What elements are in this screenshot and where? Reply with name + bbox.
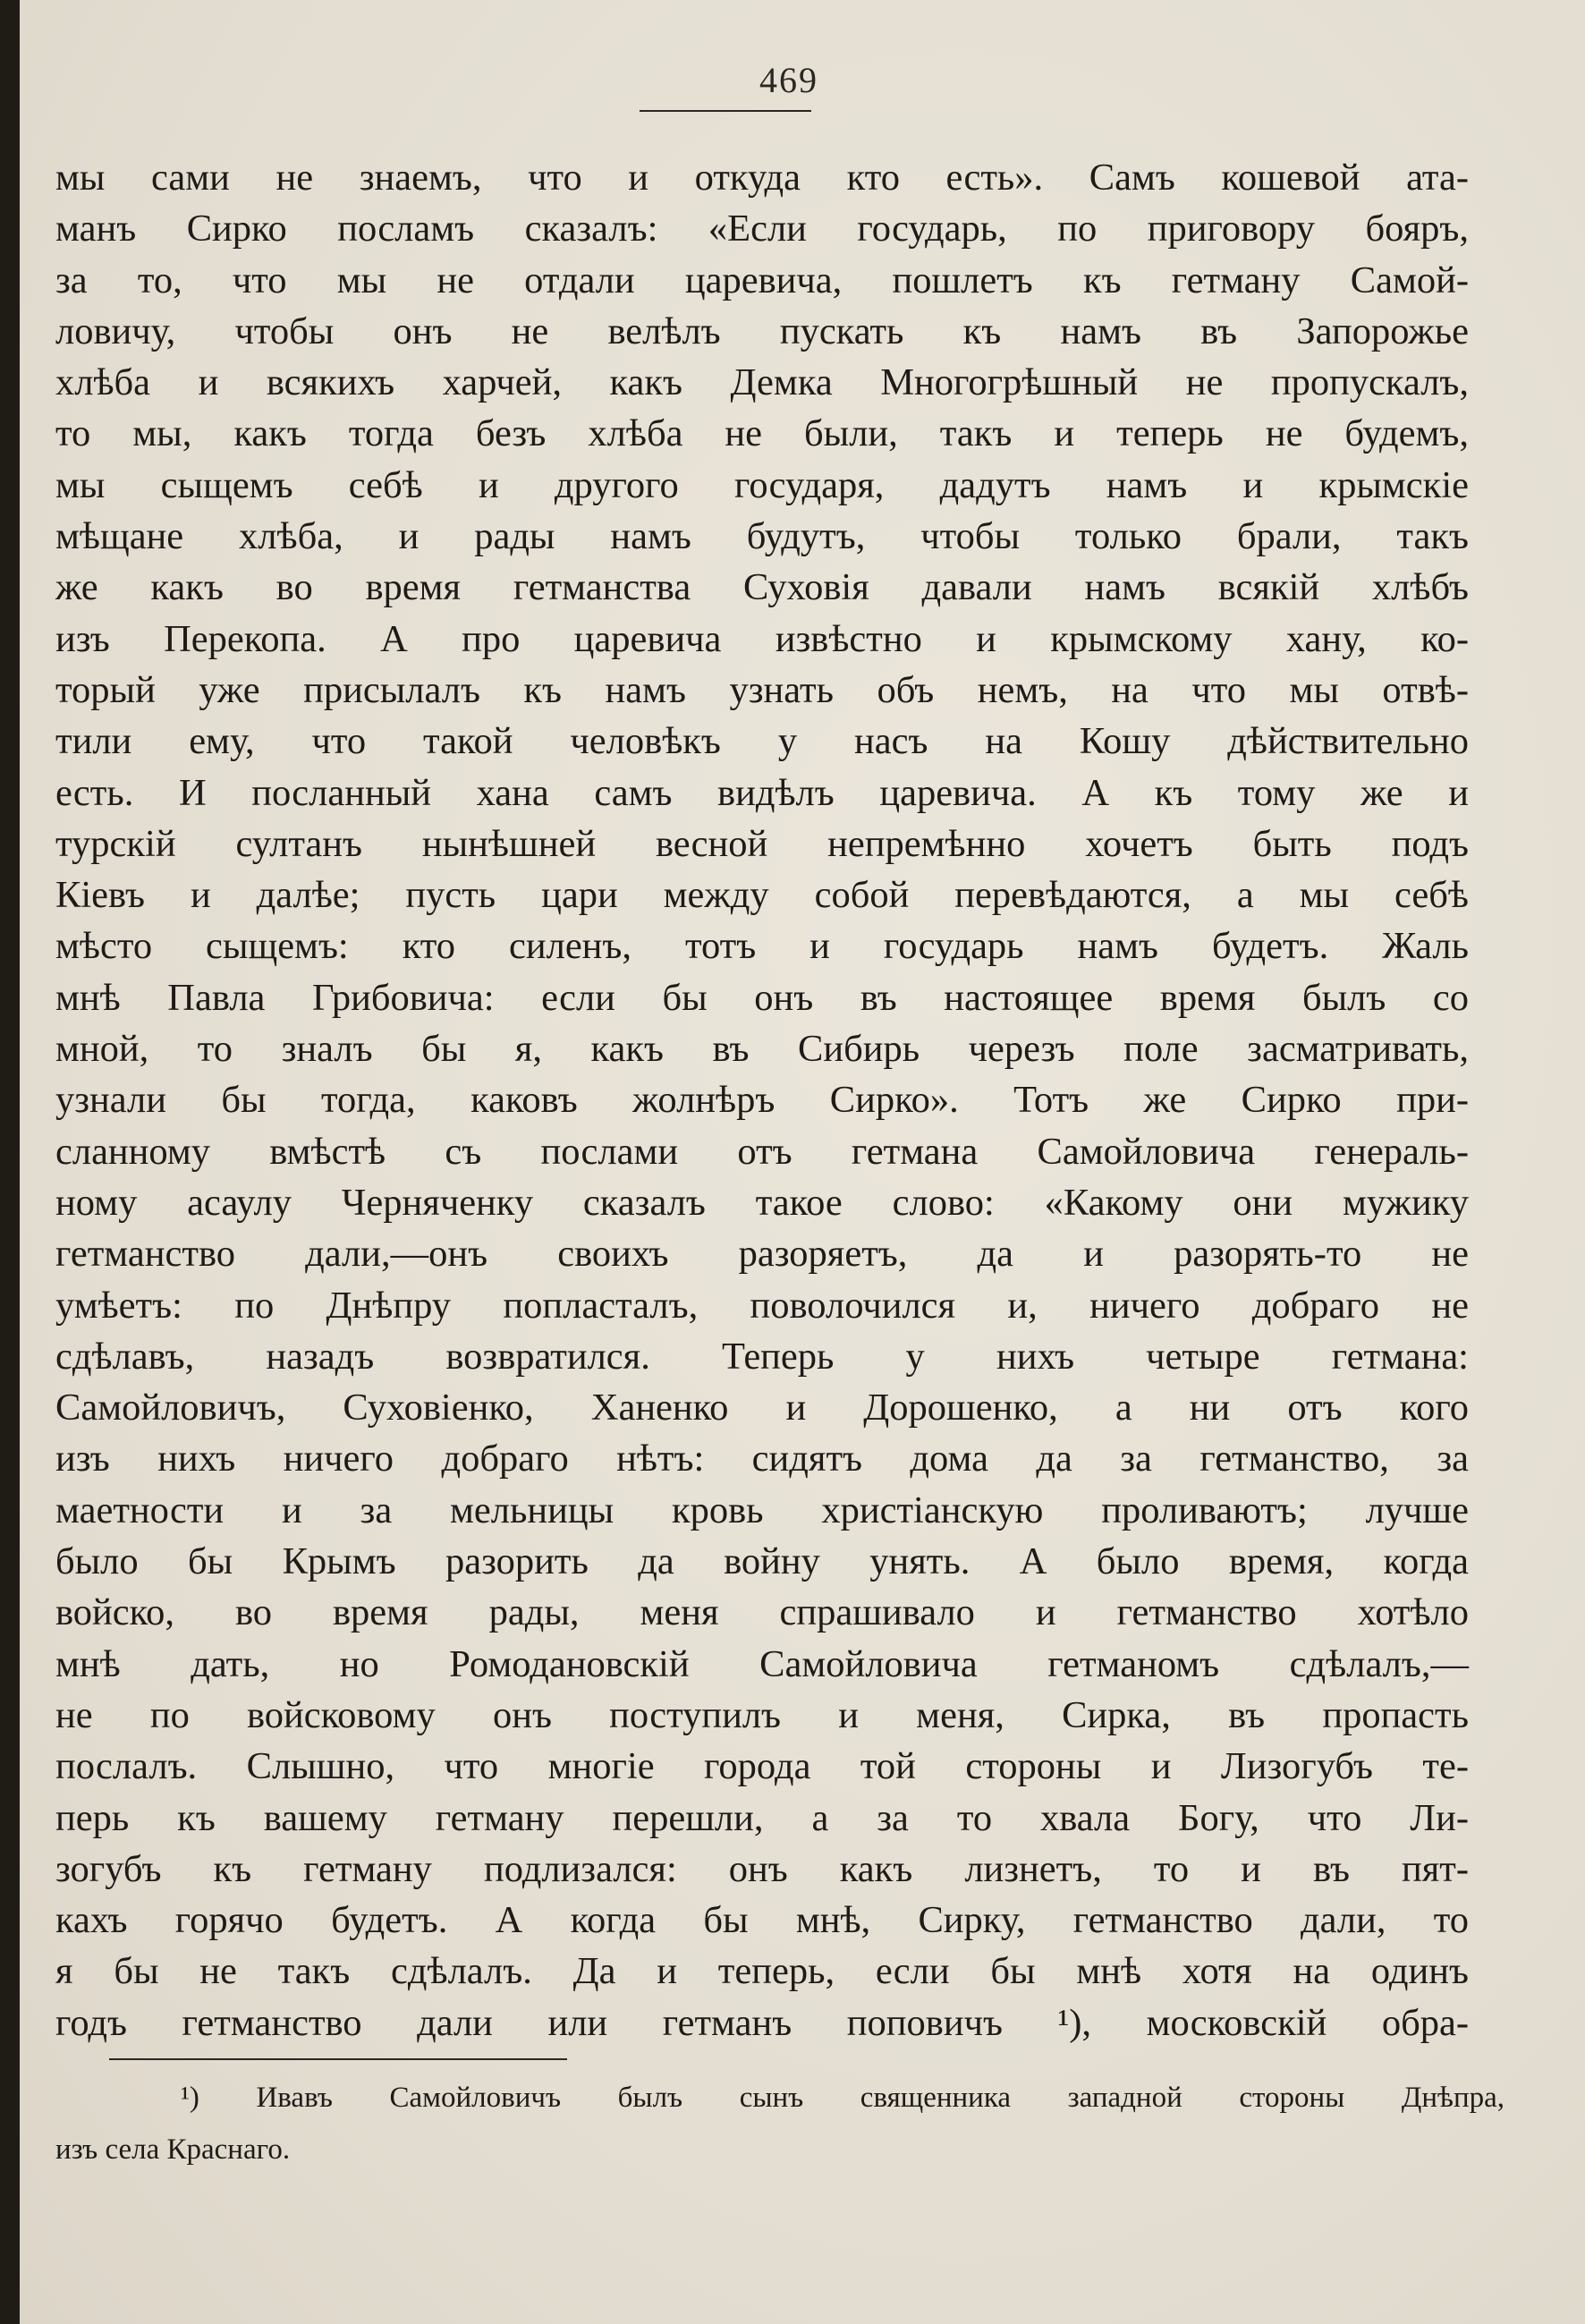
header-rule: [640, 110, 811, 112]
text-line: гетманство дали,—онъ своихъ разоряетъ, да и разорять-то не: [55, 1233, 1469, 1276]
text-line: годъ гетманство дали или гетманъ поповичъ ¹), московскій обра-: [55, 2001, 1469, 2044]
text-line: мы сыщемъ себѣ и другого государя, дадутъ намъ и крымскіе: [55, 463, 1469, 506]
text-line: мной, то зналъ бы я, какъ въ Сибирь черезъ поле засматривать,: [55, 1028, 1469, 1071]
text-line: войско, во время рады, меня спрашивало и гетманство хотѣло: [55, 1591, 1469, 1634]
page-number: 469: [759, 60, 818, 100]
text-line: же какъ во время гетманства Суховія давали намъ всякій хлѣбъ: [55, 566, 1469, 609]
text-line: то мы, какъ тогда безъ хлѣба не были, такъ и теперь не будемъ,: [55, 412, 1469, 455]
text-line: узнали бы тогда, каковъ жолнѣръ Сирко». Тотъ же Сирко при-: [55, 1079, 1469, 1122]
text-line: есть. И посланный хана самъ видѣлъ царевича. А къ тому же и: [55, 771, 1469, 814]
text-line: маетности и за мельницы кровь христіанскую проливаютъ; лучше: [55, 1489, 1469, 1531]
footnote-rule: [109, 2058, 567, 2060]
book-page: [20, 0, 1585, 2324]
text-line: турскій султанъ нынѣшней весной непремѣнно хочетъ быть подъ: [55, 822, 1469, 865]
text-line: Кіевъ и далѣе; пусть цари между собой перевѣдаются, а мы себѣ: [55, 874, 1469, 917]
text-line: ловичу, чтобы онъ не велѣлъ пускать къ намъ въ Запорожье: [55, 310, 1469, 352]
text-line: изъ Перекопа. А про царевича извѣстно и крымскому хану, ко-: [55, 617, 1469, 660]
text-line: за то, что мы не отдали царевича, пошлетъ къ гетману Самой-: [55, 259, 1469, 301]
text-line: тили ему, что такой человѣкъ у насъ на Кошу дѣйствительно: [55, 720, 1469, 763]
text-line: мѣсто сыщемъ: кто силенъ, тотъ и государь намъ будетъ. Жаль: [55, 925, 1469, 968]
text-line: было бы Крымъ разорить да войну унять. А было время, когда: [55, 1540, 1469, 1583]
text-line: Самойловичъ, Суховіенко, Ханенко и Дорошенко, а ни отъ кого: [55, 1387, 1469, 1429]
text-line: хлѣба и всякихъ харчей, какъ Демка Многогрѣшный не пропускалъ,: [55, 361, 1469, 404]
text-line: зогубъ къ гетману подлизался: онъ какъ лизнетъ, то и въ пят-: [55, 1847, 1469, 1890]
text-line: мѣщане хлѣба, и рады намъ будутъ, чтобы только брали, такъ: [55, 515, 1469, 558]
text-line: послалъ. Слышно, что многіе города той стороны и Лизогубъ те-: [55, 1745, 1469, 1788]
text-line: не по войсковому онъ поступилъ и меня, Сирка, въ пропасть: [55, 1693, 1469, 1736]
text-line: я бы не такъ сдѣлалъ. Да и теперь, если бы мнѣ хотя на одинъ: [55, 1950, 1469, 1993]
text-line: мнѣ дать, но Ромодановскій Самойловича гетманомъ сдѣлалъ,—: [55, 1642, 1469, 1685]
text-line: кахъ горячо будетъ. А когда бы мнѣ, Сирку, гетманство дали, то: [55, 1899, 1469, 1942]
text-line: умѣетъ: по Днѣпру попласталъ, поволочился и, ничего добраго не: [55, 1284, 1469, 1327]
text-line: сдѣлавъ, назадъ возвратился. Теперь у нихъ четыре гетмана:: [55, 1335, 1469, 1378]
text-line: мнѣ Павла Грибовича: если бы онъ въ настоящее время былъ со: [55, 976, 1469, 1019]
main-text: [55, 152, 1469, 2048]
footnotes: [55, 2072, 1504, 2176]
text-line: мы сами не знаемъ, что и откуда кто есть». Самъ кошевой ата-: [55, 157, 1469, 199]
text-line: перь къ вашему гетману перешли, а за то хвала Богу, что Ли-: [55, 1796, 1469, 1839]
text-line: манъ Сирко посламъ сказалъ: «Если государь, по приговору бояръ,: [55, 208, 1469, 250]
text-line: сланному вмѣстѣ съ послами отъ гетмана Самойловича генераль-: [55, 1130, 1469, 1173]
text-line: изъ нихъ ничего добраго нѣтъ: сидятъ дома да за гетманство, за: [55, 1438, 1469, 1480]
footnote-line: изъ села Краснаго.: [55, 2133, 291, 2166]
footnote-line: ¹) Ивавъ Самойловичъ былъ сынъ священника западной стороны Днѣпра,: [181, 2082, 1504, 2114]
text-line: торый уже присылалъ къ намъ узнать объ немъ, на что мы отвѣ-: [55, 668, 1469, 711]
text-line: ному асаулу Черняченку сказалъ такое слово: «Какому они мужику: [55, 1181, 1469, 1224]
